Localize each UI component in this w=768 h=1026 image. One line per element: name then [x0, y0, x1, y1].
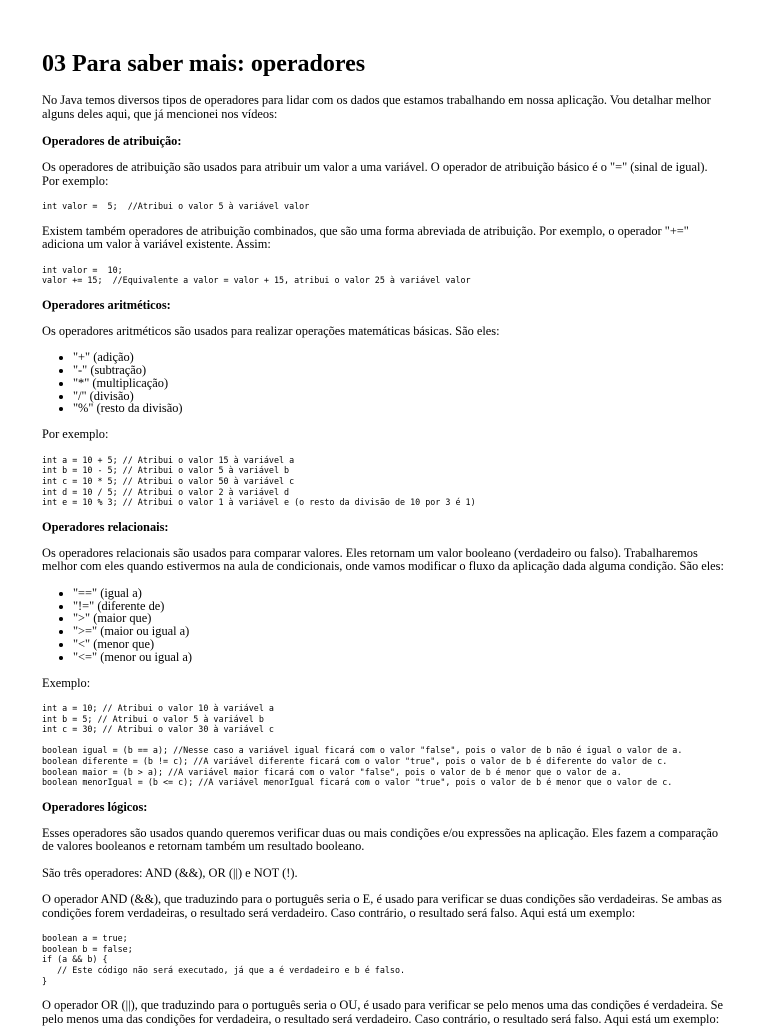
- list-item: • "<=" (menor ou igual a): [73, 651, 726, 664]
- code-block-logicos: boolean a = true; boolean b = false; if (a && b) { // Este código não será executado, já que a é verdadeiro e b é falso. }: [42, 933, 406, 986]
- list-item: • "/" (divisão): [73, 390, 726, 403]
- list-item: • "==" (igual a): [73, 587, 726, 600]
- list-item: • "-" (subtração): [73, 364, 726, 377]
- code-block-atribuicao-1: int valor = 5; //Atribui o valor 5 à variável valor: [42, 201, 310, 211]
- logicos-paragraph-2: São três operadores: AND (&&), OR (||) e NOT (!).: [42, 865, 298, 880]
- code-block-aritmeticos: int a = 10 + 5; // Atribui o valor 15 à variável a int b = 10 - 5; // Atribui o valor 5 à variável b int c = 10 * 5; // Atribui o valor 50 à variável c int d = 10 / 5; // Atribui o valor 2 à variável d int e = 10 % 3; // Atribui o valor 1 à variável e (o resto da divisão de 10 por 3 é 1): [42, 454, 476, 508]
- heading-relacionais: Operadores relacionais:: [42, 519, 169, 534]
- heading-atribuicao: Operadores de atribuição:: [42, 134, 182, 148]
- list-item: • "*" (multiplicação): [73, 377, 726, 390]
- page-title: 03 Para saber mais: operadores: [42, 51, 366, 77]
- logicos-paragraph-1: Esses operadores são usados quando queremos verificar duas ou mais condições e/ou expressões na aplicação. Eles fazem a comparação de valores booleanos e retornam também um resultado booleano.: [42, 825, 719, 854]
- list-item: • "<" (menor que): [73, 638, 726, 651]
- relacionais-paragraph-1: Os operadores relacionais são usados para comparar valores. Eles retornam um valor booleano (verdadeiro ou falso). Trabalharemos melhor com eles quando estivermos na aula de condicionais, onde vamos modificar o fluxo da aplicação dada alguma condição. São eles:: [42, 545, 724, 574]
- list-item: • "+" (adição): [73, 351, 726, 364]
- atribuicao-paragraph-1: Os operadores de atribuição são usados para atribuir um valor a uma variável. O operador de atribuição básico é o "=" (sinal de igual). Por exemplo:: [42, 160, 708, 188]
- relacionais-list: [42, 587, 726, 664]
- heading-aritmeticos: Operadores aritméticos:: [42, 297, 171, 312]
- list-item: • "!=" (diferente de): [73, 600, 726, 613]
- aritmeticos-paragraph-1: Os operadores aritméticos são usados para realizar operações matemáticas básicas. São eles:: [42, 323, 500, 338]
- code-block-atribuicao-2: int valor = 10; valor += 15; //Equivalente a valor = valor + 15, atribui o valor 25 à variável valor: [42, 264, 471, 286]
- relacionais-paragraph-2: Exemplo:: [42, 675, 91, 690]
- logicos-paragraph-3: O operador AND (&&), que traduzindo para o português seria o E, é usado para verificar se duas condições são verdadeiras. Se ambas as condições forem verdadeiras, o resultado será verdadeiro. Caso contrário, o resultado será falso. Aqui está um exemplo:: [42, 892, 722, 920]
- atribuicao-paragraph-2: Existem também operadores de atribuição combinados, que são uma forma abreviada de atribuição. Por exemplo, o operador "+=" adiciona um valor à variável existente. Assim:: [42, 223, 689, 252]
- intro-paragraph: No Java temos diversos tipos de operadores para lidar com os dados que estamos trabalhando em nossa aplicação. Vou detalhar melhor alguns deles aqui, que já mencionei nos vídeos:: [42, 93, 711, 121]
- list-item: • ">" (maior que): [73, 612, 726, 625]
- aritmeticos-paragraph-2: Por exemplo:: [42, 427, 109, 442]
- logicos-paragraph-4: O operador OR (||), que traduzindo para o português seria o OU, é usado para verificar se pelo menos uma das condições é verdadeira. Se pelo menos uma das condições for verdadeira, o resultado será verdadeiro. Caso contrário, o resultado será falso. Aqui está um exemplo:: [42, 998, 724, 1026]
- list-item: • "%" (resto da divisão): [73, 402, 726, 415]
- aritmeticos-list: [42, 351, 726, 415]
- list-item: • ">=" (maior ou igual a): [73, 625, 726, 638]
- heading-logicos: Operadores lógicos:: [42, 799, 148, 814]
- code-block-relacionais: int a = 10; // Atribui o valor 10 à variável a int b = 5; // Atribui o valor 5 à variável b int c = 30; // Atribui o valor 30 à variável c boolean igual = (b == a); //Nesse caso a variável igual ficará com o valor "false", pois o valor de b não é igual o valor de a. boolean diferente = (b != c); //A variável diferente ficará com o valor "true", pois o valor de b é diferente do valor de c. boolean maior = (b > a); //A variável maior ficará com o valor "false", pois o valor de b é menor que o valor de a. boolean menorIgual = (b <= c); //A variável menorIgual ficará com o valor "true", pois o valor de b é menor que o valor de c.: [42, 703, 683, 788]
